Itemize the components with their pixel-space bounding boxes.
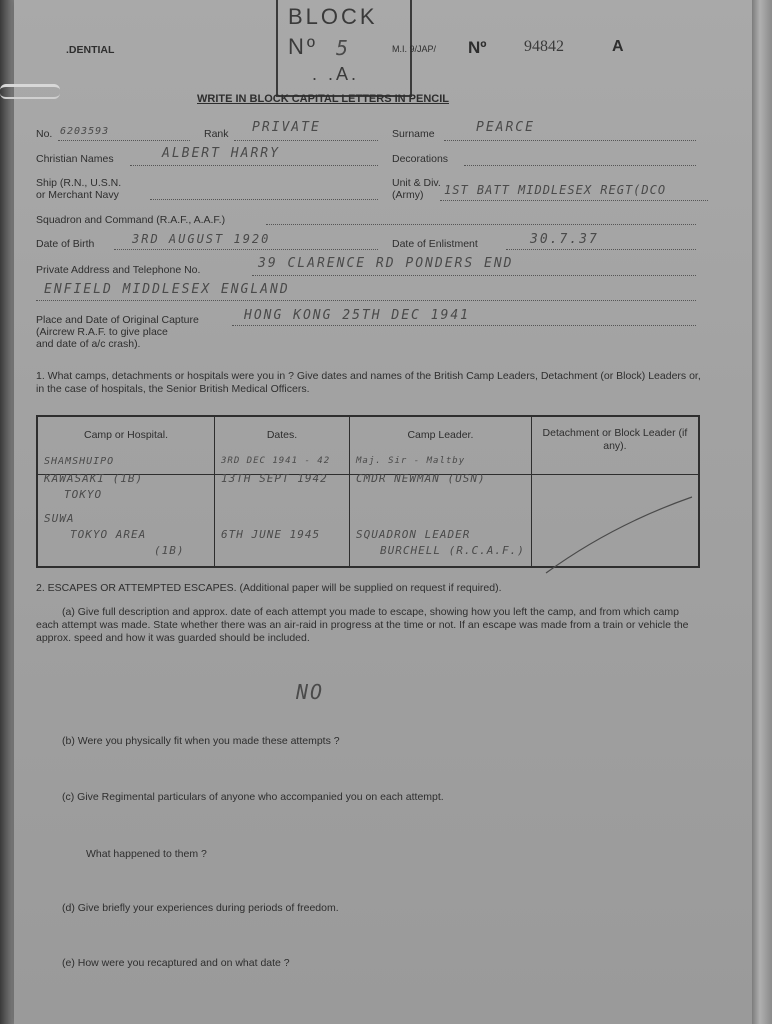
ship-label: Ship (R.N., U.S.N. [36, 177, 122, 189]
camp-1: KAWASAKI (1B) [44, 472, 144, 485]
camp-0: SHAMSHUIPO [44, 456, 115, 467]
dates-cell [215, 456, 350, 568]
squadron-label: Squadron and Command (R.A.F., A.A.F.) [36, 214, 226, 226]
block-no-value: 5 [336, 36, 351, 60]
unit-label: Unit & Div. [392, 177, 441, 189]
camps-table [36, 415, 700, 568]
capture-label-3: and date of a/c crash). [36, 338, 141, 350]
address-value-2: ENFIELD MIDDLESEX ENGLAND [44, 282, 290, 297]
header-camp: Camp or Hospital. [37, 416, 215, 475]
camp-1-line2: TOKYO [64, 488, 103, 501]
question-2d: (d) Give briefly your experiences during periods of freedom. [62, 902, 339, 914]
no-value: 6203593 [60, 126, 110, 137]
ship-label-2: or Merchant Navy [36, 189, 119, 201]
rank-label: Rank [204, 128, 229, 140]
confidential-label: .DENTIAL [66, 44, 115, 56]
dob-value: 3RD AUGUST 1920 [132, 232, 271, 246]
dates-1: 13TH SEPT 1942 [221, 472, 328, 485]
leader-0: Maj. Sir - Maltby [356, 456, 466, 466]
no-line [58, 140, 190, 141]
detachment-cell [531, 475, 699, 568]
address-line-2 [36, 300, 696, 301]
decorations-line [464, 165, 696, 166]
squadron-line [266, 224, 696, 225]
ship-line [150, 199, 378, 200]
leader-2: SQUADRON LEADER [356, 528, 471, 541]
enlistment-value: 30.7.37 [530, 232, 599, 247]
rank-line [234, 140, 378, 141]
leader-1: CMDR NEWMAN (USN) [356, 472, 486, 485]
header-camp-leader: Camp Leader. [350, 416, 532, 475]
paper-clip [0, 84, 60, 99]
serial-no: 94842 [524, 38, 564, 55]
no-label: No. [36, 128, 53, 140]
address-label: Private Address and Telephone No. [36, 264, 201, 276]
unit-value: 1ST BATT MIDDLESEX REGT(DCO [444, 183, 667, 197]
question-2a-answer: NO [296, 680, 325, 704]
strike-line [542, 485, 722, 585]
table-row [37, 475, 699, 568]
question-1: 1. What camps, detachments or hospitals were you in ? Give dates and names of the British Camp Leaders, Detachment (or Block) Leaders or, in the case of hospitals, the Senior British Medical Officers. [36, 370, 701, 395]
unit-line [440, 200, 708, 201]
enlistment-label: Date of Enlistment [392, 238, 478, 250]
leader-2-line2: BURCHELL (R.C.A.F.) [380, 544, 525, 557]
file-ref: M.I. 9/JAP/ [392, 44, 437, 54]
capture-label: Place and Date of Original Capture [36, 314, 199, 326]
dates-0: 3RD DEC 1941 - 42 [221, 456, 331, 466]
enlistment-line [506, 249, 696, 250]
instruction-heading: WRITE IN BLOCK CAPITAL LETTERS IN PENCIL [197, 93, 449, 105]
capture-label-2: (Aircrew R.A.F. to give place [36, 326, 168, 338]
camp-2: SUWA [44, 512, 75, 525]
capture-line [232, 325, 696, 326]
question-2c: (c) Give Regimental particulars of anyone who accompanied you on each attempt. [62, 791, 444, 803]
question-2c-followup: What happened to them ? [86, 848, 207, 860]
christian-names-value: ALBERT HARRY [162, 146, 280, 161]
block-title: BLOCK [288, 4, 378, 29]
dates-2: 6TH JUNE 1945 [221, 528, 321, 541]
christian-names-line [130, 165, 378, 166]
dob-label: Date of Birth [36, 238, 95, 250]
address-value-1: 39 CLARENCE RD PONDERS END [258, 256, 514, 271]
dob-line [114, 249, 378, 250]
serial-suffix: A [612, 38, 624, 55]
address-line-1 [252, 275, 696, 276]
block-no-label: Nº [288, 34, 318, 59]
right-page-edge [752, 0, 772, 1024]
rank-value: PRIVATE [252, 120, 321, 135]
surname-value: PEARCE [476, 120, 535, 135]
camp-2-line3: (1B) [154, 544, 185, 557]
camp-cell [37, 456, 215, 568]
header-dates: Dates. [215, 416, 350, 475]
capture-value: HONG KONG 25TH DEC 1941 [244, 308, 471, 323]
block-letter: . .A. [312, 64, 360, 84]
leader-cell [350, 456, 532, 568]
question-2a: (a) Give full description and approx. date of each attempt you made to escape, showing how you left the camp, and from which camp each attempt was made. State whether there was an air-raid in progress at the time or not. If an escape was made from a train or vehicle the approx. speed and how it was guarded should be included. [36, 606, 689, 644]
decorations-label: Decorations [392, 153, 449, 165]
christian-names-label: Christian Names [36, 153, 114, 165]
surname-line [444, 140, 696, 141]
camp-2-line2: TOKYO AREA [70, 528, 147, 541]
question-2e: (e) How were you recaptured and on what date ? [62, 957, 290, 969]
surname-label: Surname [392, 128, 435, 140]
question-2b: (b) Were you physically fit when you made these attempts ? [62, 735, 340, 747]
unit-label-2: (Army) [392, 189, 424, 201]
question-2-heading: 2. ESCAPES OR ATTEMPTED ESCAPES. (Additional paper will be supplied on request if required). [36, 582, 502, 594]
serial-no-label: Nº [468, 38, 487, 57]
header-detachment: Detachment or Block Leader (if any). [531, 416, 699, 475]
